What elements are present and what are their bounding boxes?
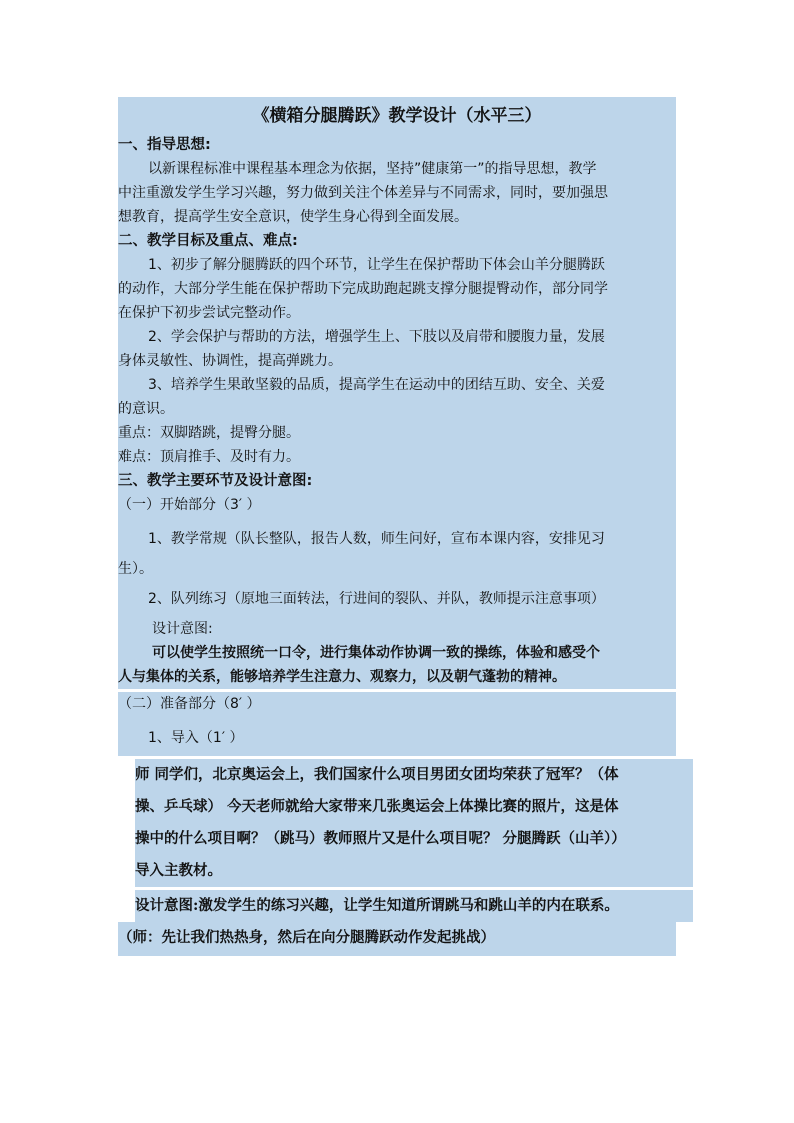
- spacer: [118, 517, 676, 527]
- document-page: [118, 97, 676, 956]
- paragraph-line: 生）。: [118, 557, 676, 581]
- subsection-heading-start: （一）开始部分（3′ ）: [118, 493, 676, 517]
- paragraph-line: 2、学会保护与帮助的方法，增强学生上、下肢以及肩带和腰腹力量，发展: [118, 325, 676, 349]
- paragraph-line: 可以使学生按照统一口令，进行集体动作协调一致的操练，体验和感受个: [118, 641, 676, 665]
- subsection-heading-prep: （二）准备部分（8′ ）: [118, 692, 676, 716]
- paragraph-line: 操中的什么项目啊？（跳马）教师照片又是什么项目呢？ 分腿腾跃（山羊））: [135, 823, 693, 855]
- paragraph-line: （师：先让我们热热身，然后在向分腿腾跃动作发起挑战）: [118, 922, 676, 956]
- difficulty-point: 难点：顶肩推手、及时有力。: [118, 445, 676, 469]
- paragraph-line: 1、初步了解分腿腾跃的四个环节，让学生在保护帮助下体会山羊分腿腾跃: [118, 253, 676, 277]
- paragraph-line: 师 同学们，北京奥运会上，我们国家什么项目男团女团均荣获了冠军？（体: [135, 759, 693, 791]
- paragraph-line: 的动作，大部分学生能在保护帮助下完成助跑起跳支撑分腿提臀动作，部分同学: [118, 277, 676, 301]
- paragraph-line: 以新课程标准中课程基本理念为依据，坚持”健康第一”的指导思想，教学: [118, 157, 676, 181]
- paragraph-line: 3、培养学生果敢坚毅的品质，提高学生在运动中的团结互助、安全、关爱: [118, 373, 676, 397]
- paragraph-line: 在保护下初步尝试完整动作。: [118, 301, 676, 325]
- intro-block: [135, 759, 693, 922]
- paragraph-line: 中注重激发学生学习兴趣，努力做到关注个体差异与不同需求，同时，要加强思: [118, 181, 676, 205]
- paragraph-line: 操、乒乓球） 今天老师就给大家带来几张奥运会上体操比赛的照片，这是体: [135, 791, 693, 823]
- section-heading-teaching-steps: 三、教学主要环节及设计意图:: [118, 469, 676, 493]
- paragraph-line: 想教育，提高学生安全意识，使学生身心得到全面发展。: [118, 205, 676, 229]
- design-intent-line: 设计意图:激发学生的练习兴趣，让学生知道所谓跳马和跳山羊的内在联系。: [135, 890, 693, 922]
- paragraph-line: 导入主教材。: [135, 855, 693, 887]
- intro-item: 1、导入（1′ ）: [118, 726, 676, 750]
- section-heading-goals: 二、教学目标及重点、难点:: [118, 229, 676, 253]
- paragraph-line: 的意识。: [118, 397, 676, 421]
- paragraph-line: 2、队列练习（原地三面转法，行进间的裂队、并队，教师提示注意事项）: [118, 587, 676, 611]
- document-title: 《横箱分腿腾跃》教学设计（水平三）: [118, 97, 676, 133]
- design-intent-label: 设计意图:: [118, 617, 676, 641]
- paragraph-line: 人与集体的关系，能够培养学生注意力、观察力，以及朝气蓬勃的精神。: [118, 665, 676, 689]
- paragraph-line: 身体灵敏性、协调性，提高弹跳力。: [118, 349, 676, 373]
- paragraph-line: 1、教学常规（队长整队，报告人数，师生问好，宣布本课内容，安排见习: [118, 527, 676, 551]
- section-heading-guiding-idea: 一、指导思想:: [118, 133, 676, 157]
- key-point: 重点：双脚踏跳，提臀分腿。: [118, 421, 676, 445]
- spacer: [118, 716, 676, 726]
